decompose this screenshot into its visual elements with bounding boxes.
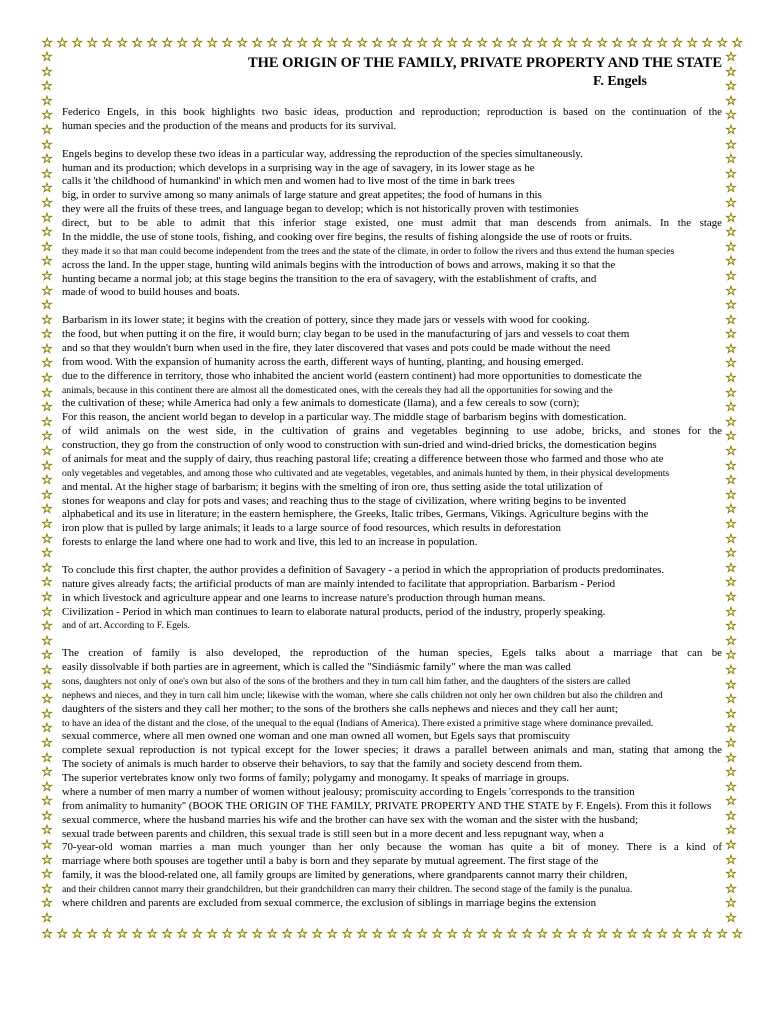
star-icon: ☆ bbox=[725, 852, 737, 868]
star-icon: ☆ bbox=[701, 927, 714, 942]
star-icon: ☆ bbox=[131, 927, 144, 942]
text-line: easily dissolvable if both parties are in agreement, which is called the "Sindiásmic family" where the man was called bbox=[62, 661, 571, 673]
star-icon: ☆ bbox=[41, 137, 53, 153]
text-line: the cultivation of these; while America had only a few animals to domesticate (llama), and a few cereals to sow (corn); bbox=[62, 397, 580, 410]
star-icon: ☆ bbox=[341, 927, 354, 942]
star-icon: ☆ bbox=[725, 502, 737, 518]
text-line: where a number of men marry a number of women without jealousy; promiscuity according to Engels 'corresponds to the transition bbox=[62, 785, 635, 798]
star-icon: ☆ bbox=[656, 927, 669, 942]
star-icon: ☆ bbox=[725, 560, 737, 576]
star-icon: ☆ bbox=[41, 225, 53, 241]
star-icon: ☆ bbox=[521, 927, 534, 942]
text-line: and so that they wouldn't burn when used in the fire, they later discovered that vases and pots could be made without the need bbox=[62, 341, 611, 354]
star-icon: ☆ bbox=[656, 36, 669, 51]
star-border-right bbox=[724, 51, 738, 928]
star-icon: ☆ bbox=[41, 721, 53, 737]
star-icon: ☆ bbox=[725, 93, 737, 109]
star-icon: ☆ bbox=[446, 36, 459, 51]
star-icon: ☆ bbox=[41, 371, 53, 387]
star-icon: ☆ bbox=[41, 619, 53, 635]
star-icon: ☆ bbox=[41, 166, 53, 182]
text-line: The society of animals is much harder to observe their behaviors, to say that the family and society descend from them. bbox=[62, 758, 583, 771]
paragraph bbox=[62, 314, 722, 550]
star-icon: ☆ bbox=[41, 327, 53, 343]
star-icon: ☆ bbox=[725, 633, 737, 649]
star-icon: ☆ bbox=[581, 927, 594, 942]
text-line: nephews and nieces, and they in turn call him uncle; likewise with the woman, where she calls children not only her own children but also the children and bbox=[62, 689, 663, 701]
star-border-top bbox=[40, 36, 744, 51]
star-icon: ☆ bbox=[41, 268, 53, 284]
star-icon: ☆ bbox=[725, 414, 737, 430]
text-line: to have an idea of the distant and the close, of the unequal to the equal (Indians of America). There existed a primitive stage where dominance prevailed. bbox=[62, 717, 654, 729]
text-line: due to the difference in territory, those who inhabited the ancient world (eastern continent) had more opportunities to domesticate the bbox=[62, 369, 642, 382]
star-icon: ☆ bbox=[116, 36, 129, 51]
star-icon: ☆ bbox=[431, 927, 444, 942]
star-icon: ☆ bbox=[506, 36, 519, 51]
star-icon: ☆ bbox=[41, 794, 53, 810]
star-icon: ☆ bbox=[41, 575, 53, 591]
star-icon: ☆ bbox=[41, 927, 54, 942]
star-icon: ☆ bbox=[725, 283, 737, 299]
star-icon: ☆ bbox=[41, 108, 53, 124]
text-line: and of art. According to F. Egels. bbox=[62, 620, 191, 632]
star-icon: ☆ bbox=[251, 36, 264, 51]
star-icon: ☆ bbox=[41, 473, 53, 489]
text-line: the food, but when putting it on the fire, it would burn; clay began to be used in the manufacturing of jars and vessels to coat them bbox=[62, 328, 630, 340]
text-line: from animality to humanity'' (BOOK THE ORIGIN OF THE FAMILY, PRIVATE PROPERTY AND THE STATE by F. Engels). From this it follows bbox=[62, 799, 712, 812]
star-icon: ☆ bbox=[566, 36, 579, 51]
text-line: Barbarism in its lower state; it begins with the creation of pottery, since they made jars or vessels with wood for cooking. bbox=[62, 314, 590, 327]
text-line: made of wood to build houses and boats. bbox=[62, 286, 240, 299]
star-icon: ☆ bbox=[725, 195, 737, 211]
star-icon: ☆ bbox=[725, 838, 737, 854]
star-icon: ☆ bbox=[725, 575, 737, 591]
star-icon: ☆ bbox=[236, 927, 249, 942]
star-icon: ☆ bbox=[626, 36, 639, 51]
star-icon: ☆ bbox=[725, 444, 737, 460]
text-line: In the middle, the use of stone tools, fishing, and cooking over fire begins, the results of fishing alongside the use of roots or fruits. bbox=[62, 230, 633, 243]
star-icon: ☆ bbox=[311, 927, 324, 942]
star-icon: ☆ bbox=[251, 927, 264, 942]
star-icon: ☆ bbox=[725, 779, 737, 795]
star-icon: ☆ bbox=[671, 927, 684, 942]
star-icon: ☆ bbox=[41, 633, 53, 649]
star-icon: ☆ bbox=[41, 283, 53, 299]
star-icon: ☆ bbox=[725, 735, 737, 751]
star-icon: ☆ bbox=[725, 356, 737, 372]
star-icon: ☆ bbox=[371, 927, 384, 942]
text-line: Federico Engels, in this book highlights two basic ideas, production and reproduction; reproduction is based on the continuation of the bbox=[62, 106, 722, 118]
paragraph bbox=[62, 647, 722, 911]
document-author: F. Engels bbox=[593, 74, 647, 89]
star-icon: ☆ bbox=[176, 36, 189, 51]
text-line: animals, because in this continent there are almost all the domesticated ones, with the cereals they had all the opportunities for sowing and the bbox=[62, 384, 613, 396]
star-icon: ☆ bbox=[476, 927, 489, 942]
star-icon: ☆ bbox=[71, 927, 84, 942]
star-icon: ☆ bbox=[341, 36, 354, 51]
star-icon: ☆ bbox=[725, 327, 737, 343]
star-icon: ☆ bbox=[686, 927, 699, 942]
star-icon: ☆ bbox=[476, 36, 489, 51]
text-line: calls it 'the childhood of humankind' in which men and women had to live most of the time in bark trees bbox=[62, 175, 515, 188]
star-icon: ☆ bbox=[296, 927, 309, 942]
text-line: in which livestock and agriculture appear and one learns to increase nature's production through human means. bbox=[62, 591, 546, 604]
star-icon: ☆ bbox=[116, 927, 129, 942]
star-icon: ☆ bbox=[725, 254, 737, 270]
star-icon: ☆ bbox=[356, 36, 369, 51]
star-icon: ☆ bbox=[41, 911, 53, 927]
text-line: Civilization - Period in which man continues to learn to elaborate natural products, period of the industry, properly speaking. bbox=[62, 605, 606, 618]
star-icon: ☆ bbox=[41, 662, 53, 678]
document-title: THE ORIGIN OF THE FAMILY, PRIVATE PROPERTY AND THE STATE bbox=[247, 55, 722, 71]
star-icon: ☆ bbox=[491, 927, 504, 942]
text-line: sexual commerce, where all men owned one woman and one man owned all women, but Egels says that promiscuity bbox=[62, 730, 571, 743]
star-icon: ☆ bbox=[86, 36, 99, 51]
star-icon: ☆ bbox=[725, 619, 737, 635]
star-icon: ☆ bbox=[176, 927, 189, 942]
text-line: they were all the fruits of these trees, and language began to develop; which is not historically proven with testimonies bbox=[62, 203, 579, 216]
star-icon: ☆ bbox=[731, 36, 744, 51]
star-icon: ☆ bbox=[41, 444, 53, 460]
star-icon: ☆ bbox=[725, 517, 737, 532]
star-icon: ☆ bbox=[641, 927, 654, 942]
star-icon: ☆ bbox=[725, 312, 737, 328]
star-icon: ☆ bbox=[416, 927, 429, 942]
star-icon: ☆ bbox=[161, 927, 174, 942]
star-icon: ☆ bbox=[566, 927, 579, 942]
text-line: sexual trade between parents and children, this sexual trade is still seen but in a more decent and less repugnant way, when a bbox=[62, 827, 604, 840]
star-icon: ☆ bbox=[41, 706, 53, 722]
star-icon: ☆ bbox=[686, 36, 699, 51]
star-icon: ☆ bbox=[725, 108, 737, 124]
star-icon: ☆ bbox=[296, 36, 309, 51]
star-icon: ☆ bbox=[41, 750, 53, 766]
star-icon: ☆ bbox=[56, 36, 69, 51]
star-icon: ☆ bbox=[41, 152, 53, 168]
star-icon: ☆ bbox=[41, 735, 53, 751]
text-line: across the land. In the upper stage, hunting wild animals begins with the introduction of bows and arrows, making it so that the bbox=[62, 258, 616, 271]
star-border-bottom bbox=[40, 927, 744, 942]
star-icon: ☆ bbox=[161, 36, 174, 51]
star-icon: ☆ bbox=[725, 50, 737, 65]
star-icon: ☆ bbox=[725, 750, 737, 766]
star-icon: ☆ bbox=[41, 36, 54, 51]
star-icon: ☆ bbox=[725, 239, 737, 255]
star-icon: ☆ bbox=[731, 927, 744, 942]
star-border-left bbox=[40, 51, 54, 928]
text-line: marriage where both spouses are together until a baby is born and they separate by mutual agreement. The first stage of the bbox=[62, 855, 599, 868]
star-icon: ☆ bbox=[266, 927, 279, 942]
star-icon: ☆ bbox=[281, 36, 294, 51]
star-icon: ☆ bbox=[506, 927, 519, 942]
star-icon: ☆ bbox=[536, 927, 549, 942]
star-icon: ☆ bbox=[521, 36, 534, 51]
star-icon: ☆ bbox=[725, 429, 737, 445]
text-line: big, in order to survive among so many animals of large stature and great appetites; the food of humans in this bbox=[62, 189, 542, 202]
star-icon: ☆ bbox=[725, 794, 737, 810]
text-line: forests to enlarge the land where one had to work and live, this led to an increase in population. bbox=[62, 536, 478, 549]
star-icon: ☆ bbox=[581, 36, 594, 51]
text-line: The superior vertebrates know only two forms of family; polygamy and monogamy. It speaks of marriage in groups. bbox=[62, 772, 570, 784]
star-icon: ☆ bbox=[596, 927, 609, 942]
star-icon: ☆ bbox=[725, 531, 737, 547]
text-line: of animals for meat and the supply of dairy, thus reaching pastoral life; creating a difference between those who farmed and those who ate bbox=[62, 452, 664, 465]
star-icon: ☆ bbox=[725, 823, 737, 839]
star-icon: ☆ bbox=[56, 927, 69, 942]
text-line: The creation of family is also developed, the reproduction of the human species, Egels talks about a marriage that can be bbox=[62, 647, 722, 660]
star-icon: ☆ bbox=[41, 195, 53, 211]
star-icon: ☆ bbox=[725, 79, 737, 95]
text-line: only vegetables and vegetables, and among those who cultivated and ate vegetables, vegetables, and animals hunted by them, in their physical developments bbox=[62, 467, 670, 479]
star-icon: ☆ bbox=[551, 36, 564, 51]
star-icon: ☆ bbox=[431, 36, 444, 51]
star-icon: ☆ bbox=[725, 765, 737, 781]
star-icon: ☆ bbox=[41, 517, 53, 532]
star-icon: ☆ bbox=[641, 36, 654, 51]
star-icon: ☆ bbox=[461, 927, 474, 942]
star-icon: ☆ bbox=[41, 502, 53, 518]
star-icon: ☆ bbox=[491, 36, 504, 51]
star-icon: ☆ bbox=[725, 385, 737, 401]
star-icon: ☆ bbox=[41, 298, 53, 314]
text-line: where children and parents are excluded from sexual commerce, the exclusion of siblings in marriage begins the extension bbox=[62, 896, 597, 909]
star-icon: ☆ bbox=[461, 36, 474, 51]
star-icon: ☆ bbox=[41, 356, 53, 372]
text-line: family, it was the blood-related one, all family groups are limited by generations, where grandparents cannot marry their children, bbox=[62, 869, 628, 882]
text-line: To conclude this first chapter, the author provides a definition of Savagery - a period in which the appropriation of products predominates. bbox=[62, 563, 665, 576]
star-icon: ☆ bbox=[716, 927, 729, 942]
star-icon: ☆ bbox=[41, 79, 53, 95]
text-line: of wild animals on the west side, in the cultivation of grains and vegetables beginning to use adobe, bricks, and stones for the bbox=[62, 425, 722, 438]
star-icon: ☆ bbox=[725, 473, 737, 489]
star-icon: ☆ bbox=[41, 414, 53, 430]
star-icon: ☆ bbox=[446, 927, 459, 942]
star-icon: ☆ bbox=[41, 385, 53, 401]
star-icon: ☆ bbox=[41, 400, 53, 416]
star-icon: ☆ bbox=[41, 239, 53, 255]
star-icon: ☆ bbox=[725, 487, 737, 503]
star-icon: ☆ bbox=[41, 881, 53, 897]
star-icon: ☆ bbox=[671, 36, 684, 51]
text-line: complete sexual reproduction is not typical except for the lower species; it draws a parallel between animals and man, stating that among the bbox=[62, 744, 722, 757]
star-icon: ☆ bbox=[206, 36, 219, 51]
star-icon: ☆ bbox=[41, 254, 53, 270]
star-icon: ☆ bbox=[41, 589, 53, 605]
star-icon: ☆ bbox=[41, 867, 53, 883]
star-icon: ☆ bbox=[725, 268, 737, 284]
star-icon: ☆ bbox=[266, 36, 279, 51]
star-icon: ☆ bbox=[371, 36, 384, 51]
star-icon: ☆ bbox=[725, 589, 737, 605]
star-icon: ☆ bbox=[401, 36, 414, 51]
text-line: sons, daughters not only of one's own but also of the sons of the brothers and they in turn call him father, and the daughters of the sisters are called bbox=[62, 675, 631, 687]
star-icon: ☆ bbox=[311, 36, 324, 51]
star-icon: ☆ bbox=[41, 487, 53, 503]
star-icon: ☆ bbox=[206, 927, 219, 942]
star-icon: ☆ bbox=[41, 648, 53, 664]
star-icon: ☆ bbox=[326, 927, 339, 942]
text-line: hunting became a normal job; at this stage begins the transition to the era of savagery, with the establishment of crafts, and bbox=[62, 272, 597, 285]
star-icon: ☆ bbox=[386, 36, 399, 51]
text-line: daughters of the sisters and they call her mother; to the sons of the brothers she calls nephews and nieces and they call her aunt; bbox=[62, 702, 618, 715]
star-icon: ☆ bbox=[356, 927, 369, 942]
star-icon: ☆ bbox=[725, 662, 737, 678]
text-line: construction, they go from the construction of only wood to construction with sun-dried and wind-dried bricks, the domestication begins bbox=[62, 439, 657, 451]
star-icon: ☆ bbox=[725, 706, 737, 722]
text-line: 70-year-old woman marries a man much younger than her only because the woman has quite a bit of money. There is a kind of bbox=[62, 841, 722, 854]
star-icon: ☆ bbox=[725, 210, 737, 226]
star-icon: ☆ bbox=[725, 546, 737, 562]
text-line: and their children cannot marry their grandchildren, but their grandchildren can marry their children. The second stage of the family is the punalua. bbox=[62, 884, 633, 895]
text-line: and mental. At the higher stage of barbarism; it begins with the smelting of iron ore, thus setting aside the total utilization of bbox=[62, 480, 603, 493]
star-icon: ☆ bbox=[725, 896, 737, 912]
text-line: direct, but to be able to admit that this inferior stage existed, one must admit that man descends from animals. In the stage bbox=[62, 217, 722, 229]
star-icon: ☆ bbox=[71, 36, 84, 51]
star-icon: ☆ bbox=[725, 881, 737, 897]
star-icon: ☆ bbox=[41, 779, 53, 795]
star-icon: ☆ bbox=[191, 927, 204, 942]
star-icon: ☆ bbox=[41, 50, 53, 65]
star-icon: ☆ bbox=[725, 152, 737, 168]
star-icon: ☆ bbox=[146, 927, 159, 942]
star-icon: ☆ bbox=[41, 852, 53, 868]
star-icon: ☆ bbox=[725, 721, 737, 737]
star-icon: ☆ bbox=[725, 64, 737, 80]
star-icon: ☆ bbox=[41, 546, 53, 562]
star-icon: ☆ bbox=[716, 36, 729, 51]
star-icon: ☆ bbox=[401, 927, 414, 942]
star-icon: ☆ bbox=[725, 166, 737, 182]
star-icon: ☆ bbox=[236, 36, 249, 51]
star-icon: ☆ bbox=[41, 808, 53, 824]
star-icon: ☆ bbox=[86, 927, 99, 942]
star-icon: ☆ bbox=[221, 927, 234, 942]
star-icon: ☆ bbox=[725, 808, 737, 824]
star-icon: ☆ bbox=[725, 122, 737, 138]
star-icon: ☆ bbox=[41, 896, 53, 912]
star-icon: ☆ bbox=[725, 458, 737, 474]
star-icon: ☆ bbox=[41, 560, 53, 576]
star-icon: ☆ bbox=[725, 298, 737, 314]
star-icon: ☆ bbox=[41, 677, 53, 693]
paragraph bbox=[62, 106, 722, 134]
star-icon: ☆ bbox=[41, 604, 53, 620]
star-icon: ☆ bbox=[701, 36, 714, 51]
text-line: from wood. With the expansion of humanity across the earth, different ways of hunting, planting, and housing emerged. bbox=[62, 355, 584, 368]
star-icon: ☆ bbox=[221, 36, 234, 51]
text-line: For this reason, the ancient world began to develop in a particular way. The middle stage of barbarism begins with domestication. bbox=[62, 411, 627, 424]
text-line: nature gives already facts; the artificial products of man are mainly intended to facilitate that appropriation. Barbarism - Period bbox=[62, 577, 616, 590]
star-icon: ☆ bbox=[326, 36, 339, 51]
star-icon: ☆ bbox=[725, 371, 737, 387]
star-icon: ☆ bbox=[41, 312, 53, 328]
star-icon: ☆ bbox=[41, 122, 53, 138]
star-icon: ☆ bbox=[611, 36, 624, 51]
star-icon: ☆ bbox=[626, 927, 639, 942]
text-line: human species and the production of the means and products for its survival. bbox=[62, 119, 397, 132]
star-icon: ☆ bbox=[725, 341, 737, 357]
star-icon: ☆ bbox=[41, 823, 53, 839]
star-icon: ☆ bbox=[41, 838, 53, 854]
paragraph bbox=[62, 148, 722, 301]
star-icon: ☆ bbox=[146, 36, 159, 51]
star-icon: ☆ bbox=[41, 341, 53, 357]
star-icon: ☆ bbox=[131, 36, 144, 51]
star-icon: ☆ bbox=[41, 181, 53, 197]
text-line: Engels begins to develop these two ideas in a particular way, addressing the reproduction of the species simultaneously. bbox=[62, 147, 583, 160]
star-icon: ☆ bbox=[41, 429, 53, 445]
star-icon: ☆ bbox=[191, 36, 204, 51]
star-icon: ☆ bbox=[611, 927, 624, 942]
star-icon: ☆ bbox=[725, 692, 737, 708]
star-icon: ☆ bbox=[551, 927, 564, 942]
star-icon: ☆ bbox=[41, 531, 53, 547]
star-icon: ☆ bbox=[536, 36, 549, 51]
text-line: iron plow that is pulled by large animals; it leads to a large source of food resources, which results in deforestation bbox=[62, 522, 561, 535]
star-icon: ☆ bbox=[596, 36, 609, 51]
star-icon: ☆ bbox=[41, 458, 53, 474]
text-line: human and its production; which develops in a surprising way in the age of savagery, in its lower stage as he bbox=[62, 161, 535, 174]
star-icon: ☆ bbox=[41, 210, 53, 226]
star-icon: ☆ bbox=[725, 677, 737, 693]
star-icon: ☆ bbox=[725, 911, 737, 927]
text-line: alphabetical and its use in literature; in the eastern hemisphere, the Greeks, Italic tribes, Germans, Vikings. Agriculture begins with the bbox=[62, 508, 649, 521]
star-icon: ☆ bbox=[386, 927, 399, 942]
text-line: sexual commerce, where the husband marries his wife and the brother can have sex with the woman and the sister with the husband; bbox=[62, 813, 639, 826]
star-icon: ☆ bbox=[725, 181, 737, 197]
star-icon: ☆ bbox=[41, 93, 53, 109]
star-icon: ☆ bbox=[101, 36, 114, 51]
star-icon: ☆ bbox=[725, 867, 737, 883]
text-line: stones for weapons and clay for pots and vases; and reaching thus to the stage of civilization, where writing begins to be invented bbox=[62, 494, 627, 507]
star-icon: ☆ bbox=[725, 400, 737, 416]
star-icon: ☆ bbox=[416, 36, 429, 51]
star-icon: ☆ bbox=[725, 225, 737, 241]
star-icon: ☆ bbox=[281, 927, 294, 942]
document-body bbox=[62, 106, 722, 911]
star-icon: ☆ bbox=[725, 648, 737, 664]
star-icon: ☆ bbox=[41, 64, 53, 80]
star-icon: ☆ bbox=[725, 137, 737, 153]
star-icon: ☆ bbox=[101, 927, 114, 942]
text-line: they made it so that man could become independent from the trees and the state of the climate, in order to follow the rivers and thus extend the human species bbox=[62, 245, 675, 257]
star-icon: ☆ bbox=[41, 692, 53, 708]
star-icon: ☆ bbox=[41, 765, 53, 781]
star-icon: ☆ bbox=[725, 604, 737, 620]
paragraph bbox=[62, 564, 722, 633]
